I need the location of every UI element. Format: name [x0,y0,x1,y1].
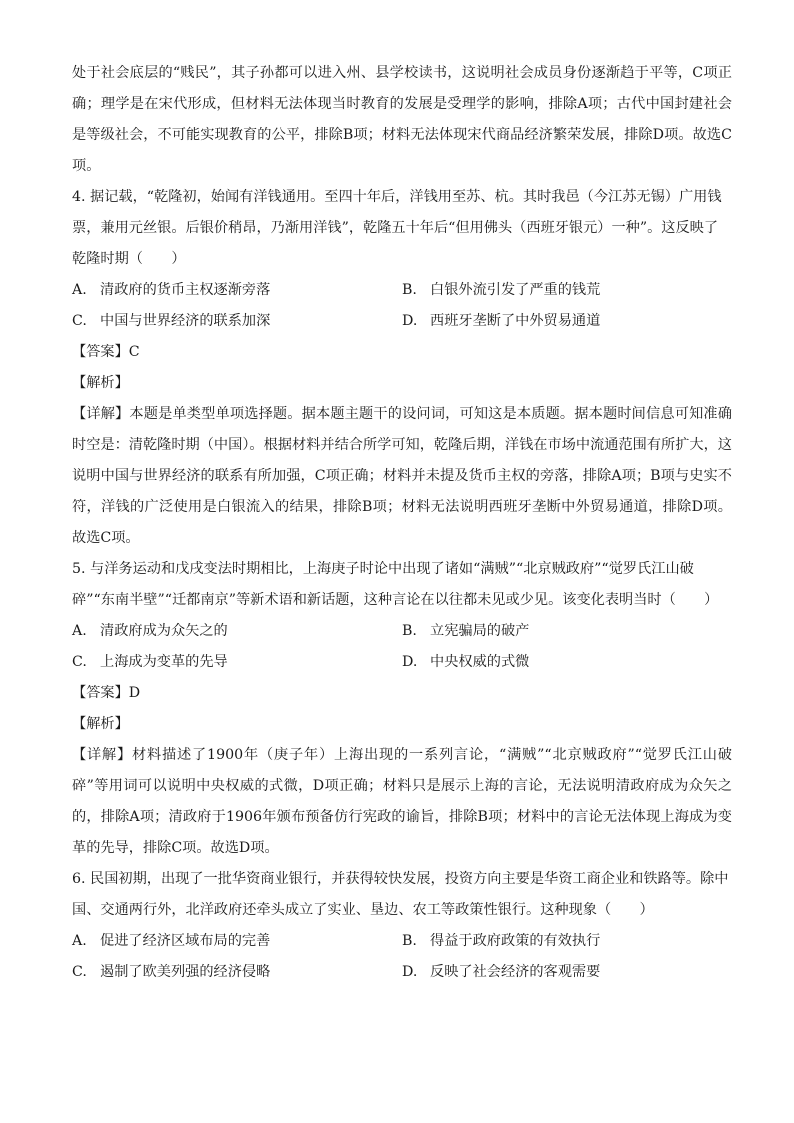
question-6-option-d: D. 反映了社会经济的客观需要 [402,964,601,980]
question-4-option-a: A. 清政府的货币主权逐渐旁落 [72,282,271,298]
question-5-detail: 【详解】材料描述了1900年（庚子年）上海出现的一系列言论，“满贼”“北京贼政府”“觉罗氏江山破碎”等用词可以说明中央权威的式微，D项正确；材料只是展示上海的言论，无法说明清政府成为众矢之的，排除A项；清政府于1906年颁布预备仿行宪政的谕旨，排除B项；材料中的言论无法体现上海成为变革的先导，排除C项。故选D项。 [72,747,732,856]
question-4-option-d: D. 西班牙垄断了中外贸易通道 [402,313,601,329]
question-6-option-a: A. 促进了经济区域布局的完善 [72,933,271,949]
question-5-option-b: B. 立宪骗局的破产 [402,623,530,639]
question-6-options [72,926,732,988]
intro-paragraph: 处于社会底层的“贱民”，其子孙都可以进入州、县学校读书，这说明社会成员身份逐渐趋于平等，C项正确；理学是在宋代形成，但材料无法体现当时教育的发展是受理学的影响，排除A项；古代中国封建社会是等级社会，不可能实现教育的公平，排除B项；材料无法体现宋代商品经济繁荣发展，排除D项。故选C项。 [72,65,732,174]
question-4 [72,182,732,554]
question-6-option-b: B. 得益于政府政策的有效执行 [402,933,601,949]
question-4-answer: 【答案】C [72,344,140,360]
question-5-analysis-label: 【解析】 [72,716,129,732]
question-5-option-a: A. 清政府成为众矢之的 [72,623,228,639]
question-4-detail: 【详解】本题是单类型单项选择题。据本题主题干的设问词，可知这是本质题。据本题时间信息可知准确时空是：清乾隆时期（中国）。根据材料并结合所学可知，乾隆后期，洋钱在市场中流通范围有所扩大，这说明中国与世界经济的联系有所加强，C项正确；材料并未提及货币主权的旁落，排除A项；B项与史实不符，洋钱的广泛使用是白银流入的结果，排除B项；材料无法说明西班牙垄断中外贸易通道，排除D项。故选C项。 [72,406,732,546]
question-4-option-c: C. 中国与世界经济的联系加深 [72,313,271,329]
question-4-option-b: B. 白银外流引发了严重的钱荒 [402,282,601,298]
question-5-answer: 【答案】D [72,685,141,701]
question-5-options [72,616,732,678]
question-6 [72,864,732,988]
question-5-stem: 5. 与洋务运动和戊戌变法时期相比，上海庚子时论中出现了诸如“满贼”“北京贼政府”“觉罗氏江山破碎”“东南半壁”“迁都南京”等新术语和新话题，这种言论在以往都未见或少见。该变化表明当时（ ） [72,561,719,608]
document-page [72,58,732,988]
question-4-analysis-label: 【解析】 [72,375,129,391]
question-6-stem: 6. 民国初期，出现了一批华资商业银行，并获得较快发展，投资方向主要是华资工商企业和铁路等。除中国、交通两行外，北洋政府还牵头成立了实业、垦边、农工等政策性银行。这种现象（ ） [72,871,729,918]
question-4-options [72,275,732,337]
question-5-option-d: D. 中央权威的式微 [402,654,530,670]
question-4-stem: 4. 据记载，“乾隆初，始闻有洋钱通用。至四十年后，洋钱用至苏、杭。其时我邑（今江苏无锡）广用钱票，兼用元丝银。后银价稍昂，乃渐用洋钱”，乾隆五十年后“但用佛头（西班牙银元）一种”。这反映了乾隆时期（ ） [72,189,722,267]
question-6-option-c: C. 遏制了欧美列强的经济侵略 [72,964,271,980]
question-5-option-c: C. 上海成为变革的先导 [72,654,228,670]
question-5 [72,554,732,864]
